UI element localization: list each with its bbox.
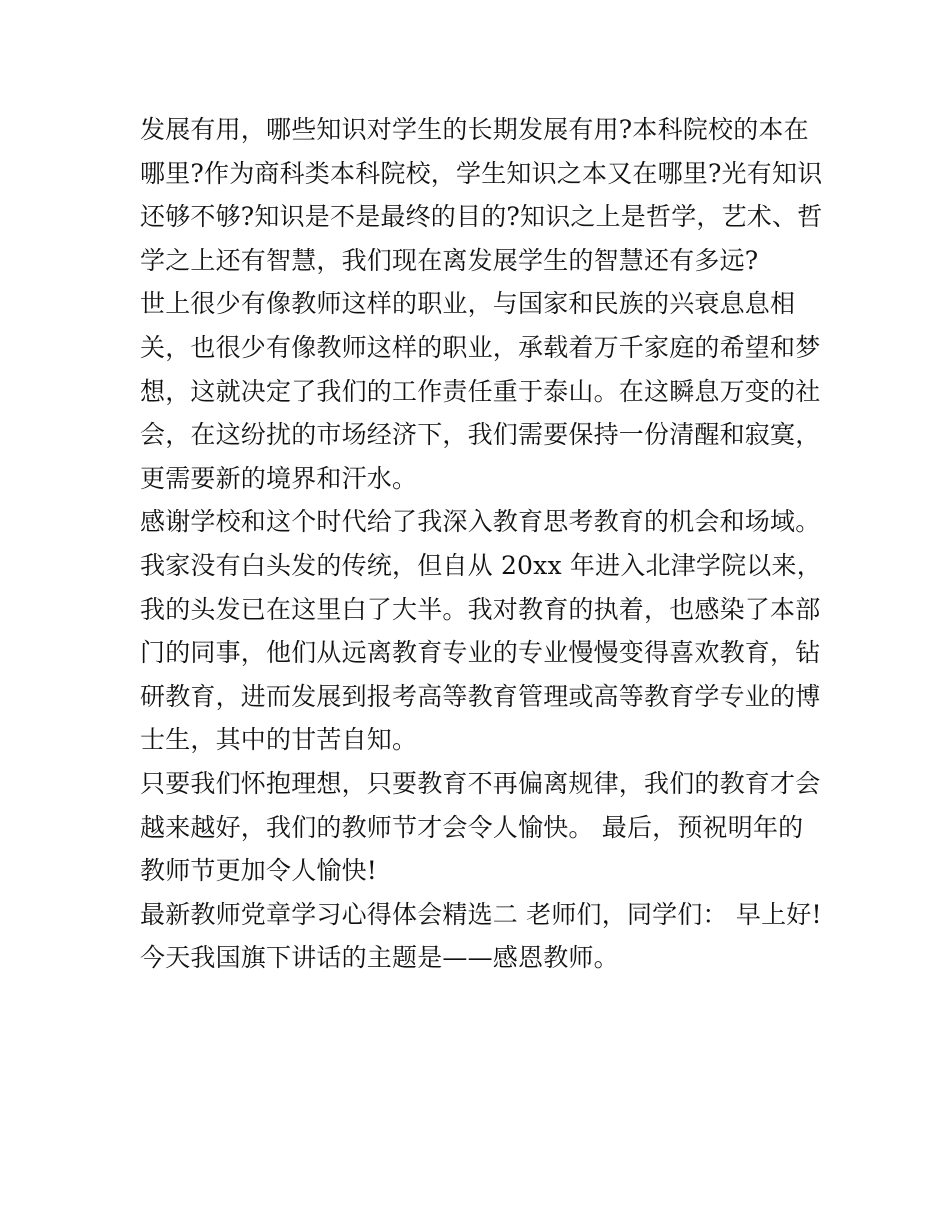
- text-line: 今天我国旗下讲话的主题是——感恩教师。: [140, 943, 619, 973]
- text-line: 更需要新的境界和汗水。: [140, 463, 418, 493]
- text-line: 我家没有白头发的传统，但自从 20xx 年进入北津学院以来，: [140, 550, 822, 580]
- text-line: 会，在这纷扰的市场经济下，我们需要保持一份清醒和寂寞，: [140, 420, 821, 450]
- text-line: 我的头发已在这里白了大半。我对教育的执着，也感染了本部: [140, 594, 821, 624]
- text-line: 学之上还有智慧，我们现在离发展学生的智慧还有多远?: [140, 245, 759, 275]
- text-line: 关，也很少有像教师这样的职业，承载着万千家庭的希望和梦: [140, 332, 821, 362]
- text-line: 最新教师党章学习心得体会精选二 老师们，同学们： 早上好!: [140, 899, 822, 929]
- text-line: 想，这就决定了我们的工作责任重于泰山。在这瞬息万变的社: [140, 376, 821, 406]
- text-line: 还够不够?知识是不是最终的目的?知识之上是哲学，艺术、哲: [140, 202, 823, 232]
- text-line: 门的同事，他们从远离教育专业的专业慢慢变得喜欢教育，钻: [140, 638, 821, 668]
- text-line: 士生，其中的甘苦自知。: [140, 725, 418, 755]
- text-line: 教师节更加令人愉快!: [140, 856, 378, 886]
- text-line: 哪里?作为商科类本科院校，学生知识之本又在哪里?光有知识: [140, 158, 823, 188]
- text-line: 越来越好，我们的教师节才会令人愉快。 最后，预祝明年的: [140, 812, 804, 842]
- text-line: 世上很少有像教师这样的职业，与国家和民族的兴衰息息相: [140, 289, 796, 319]
- text-line: 研教育，进而发展到报考高等教育管理或高等教育学专业的博: [140, 681, 821, 711]
- text-line: 发展有用，哪些知识对学生的长期发展有用?本科院校的本在: [140, 115, 809, 144]
- document-body: [140, 108, 823, 980]
- text-line: 只要我们怀抱理想，只要教育不再偏离规律，我们的教育才会: [140, 768, 821, 798]
- text-line: 感谢学校和这个时代给了我深入教育思考教育的机会和场域。: [140, 507, 821, 537]
